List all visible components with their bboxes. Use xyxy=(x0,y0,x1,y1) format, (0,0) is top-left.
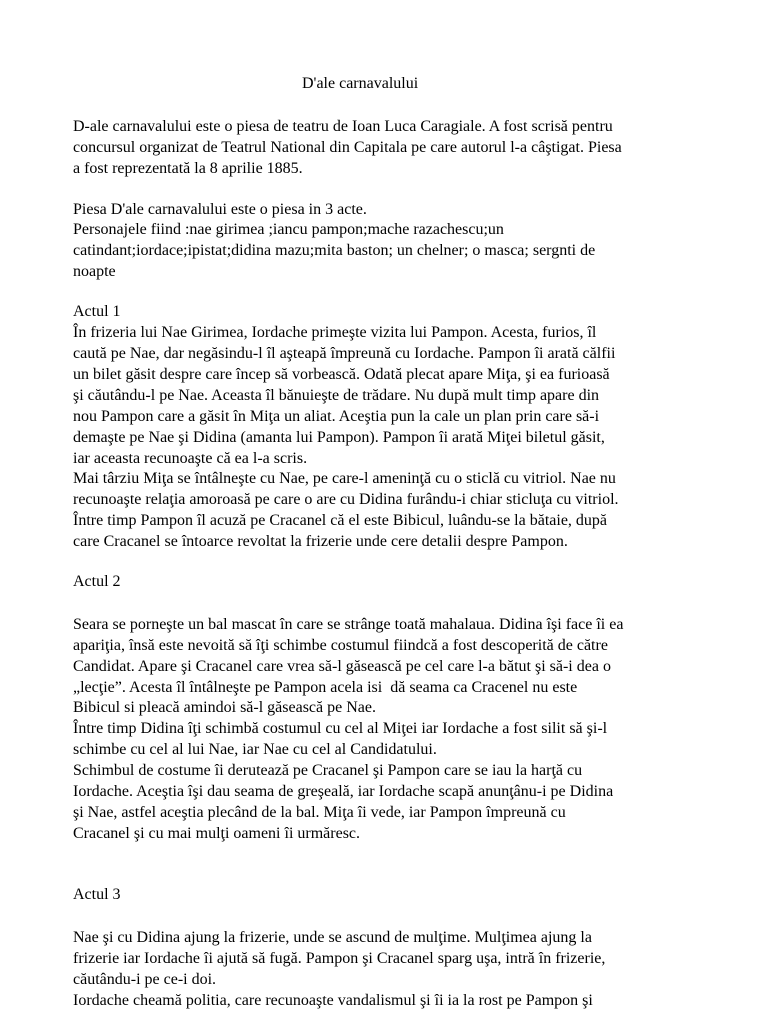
summary-line: Piesa D'ale carnavalului este o piesa in 3 acte. xyxy=(73,201,367,218)
act3-line: Nae şi cu Didina ajung la frizerie, unde se ascund de mulţime. Mulţimea ajung la xyxy=(73,929,592,946)
act2-line: „lecţie”. Acesta îl întâlneşte pe Pampon acela isi dă seama ca Cracenel nu este xyxy=(73,679,578,696)
act2-heading: Actul 2 xyxy=(73,573,121,590)
act1-line: care Cracanel se întoarce revoltat la frizerie unde cere detalii despre Pampon. xyxy=(73,533,568,550)
act3-heading: Actul 3 xyxy=(73,886,121,903)
summary-line: Personajele fiind :nae girimea ;iancu pampon;mache razachescu;un xyxy=(73,221,504,238)
act1-line: un bilet găsit despre care încep să vorbească. Odată plecat apare Miţa, şi ea furioasă xyxy=(73,366,610,383)
act2-line: Bibicul si pleacă amindoi să-l găsească pe Nae. xyxy=(73,699,376,716)
act3-line: căutându-i pe ce-i doi. xyxy=(73,971,217,988)
act3-line: Iordache cheamă politia, care recunoaşte vandalismul şi îi ia la rost pe Pampon şi xyxy=(73,992,593,1009)
intro-line: a fost reprezentată la 8 aprilie 1885. xyxy=(73,160,303,177)
act1-line: În frizeria lui Nae Girimea, Iordache primeşte vizita lui Pampon. Acesta, furios, îl xyxy=(73,324,597,341)
act2-line: Seara se porneşte un bal mascat în care se strânge toată mahalaua. Didina îşi face îi ea xyxy=(73,616,624,633)
act1-heading: Actul 1 xyxy=(73,303,121,320)
act1-line: şi căutându-l pe Nae. Aceasta îl bănuieşte de trădare. Nu după mult timp apare din xyxy=(73,387,600,404)
intro-line: D-ale carnavalului este o piesa de teatru de Ioan Luca Caragiale. A fost scrisă pentru xyxy=(73,118,613,135)
document-title: D'ale carnavalului xyxy=(302,75,419,92)
act1-line: demaşte pe Nae şi Didina (amanta lui Pampon). Pampon îi arată Miţei biletul găsit, xyxy=(73,429,605,446)
act2-line: Iordache. Aceştia îşi dau seama de greşeală, iar Iordache scapă anunţânu-i pe Didina xyxy=(73,783,614,800)
act1-line: Între timp Pampon îl acuză pe Cracanel că el este Bibicul, luându-se la bătaie, după xyxy=(73,512,608,529)
act2-line: şi Nae, astfel aceştia plecând de la bal. Miţa îi vede, iar Pampon împreună cu xyxy=(73,804,566,821)
act2-line: Candidat. Apare şi Cracanel care vrea să-l găsească pe cel care l-a bătut şi să-i dea o xyxy=(73,658,611,675)
act1-line: iar aceasta recunoaşte că ea l-a scris. xyxy=(73,450,308,467)
act1-line: Mai târziu Miţa se întâlneşte cu Nae, pe care-l ameninţă cu o sticlă cu vitriol. Nae nu xyxy=(73,470,616,487)
act2-line: schimbe cu cel al lui Nae, iar Nae cu cel al Candidatului. xyxy=(73,741,437,758)
act2-line: Schimbul de costume îi derutează pe Cracanel şi Pampon care se iau la harţă cu xyxy=(73,762,583,779)
act1-line: caută pe Nae, dar negăsindu-l îl aşteapă împreună cu Iordache. Pampon îi arată călfii xyxy=(73,345,616,362)
summary-line: noapte xyxy=(73,263,116,280)
act2-line: Între timp Didina îţi schimbă costumul cu cel al Miţei iar Iordache a fost silit să şi-l xyxy=(73,720,608,737)
intro-line: concursul organizat de Teatrul National din Capitala pe care autorul l-a câştigat. Piesa xyxy=(73,139,622,156)
act1-line: recunoaşte relaţia amoroasă pe care o are cu Didina furându-i chiar sticluţa cu vitriol. xyxy=(73,491,619,508)
act1-line: nou Pampon care a găsit în Miţa un aliat. Aceştia pun la cale un plan prin care să-i xyxy=(73,408,600,425)
act2-line: apariţia, însă este nevoită să îţi schimbe costumul fiindcă a fost descoperită de către xyxy=(73,637,608,654)
act3-line: frizerie iar Iordache îi ajută să fugă. Pampon şi Cracanel sparg uşa, intră în frizerie, xyxy=(73,950,606,967)
act2-line: Cracanel şi cu mai mulţi oameni îi urmăresc. xyxy=(73,825,361,842)
summary-line: catindant;iordace;ipistat;didina mazu;mita baston; un chelner; o masca; sergnti de xyxy=(73,242,596,259)
